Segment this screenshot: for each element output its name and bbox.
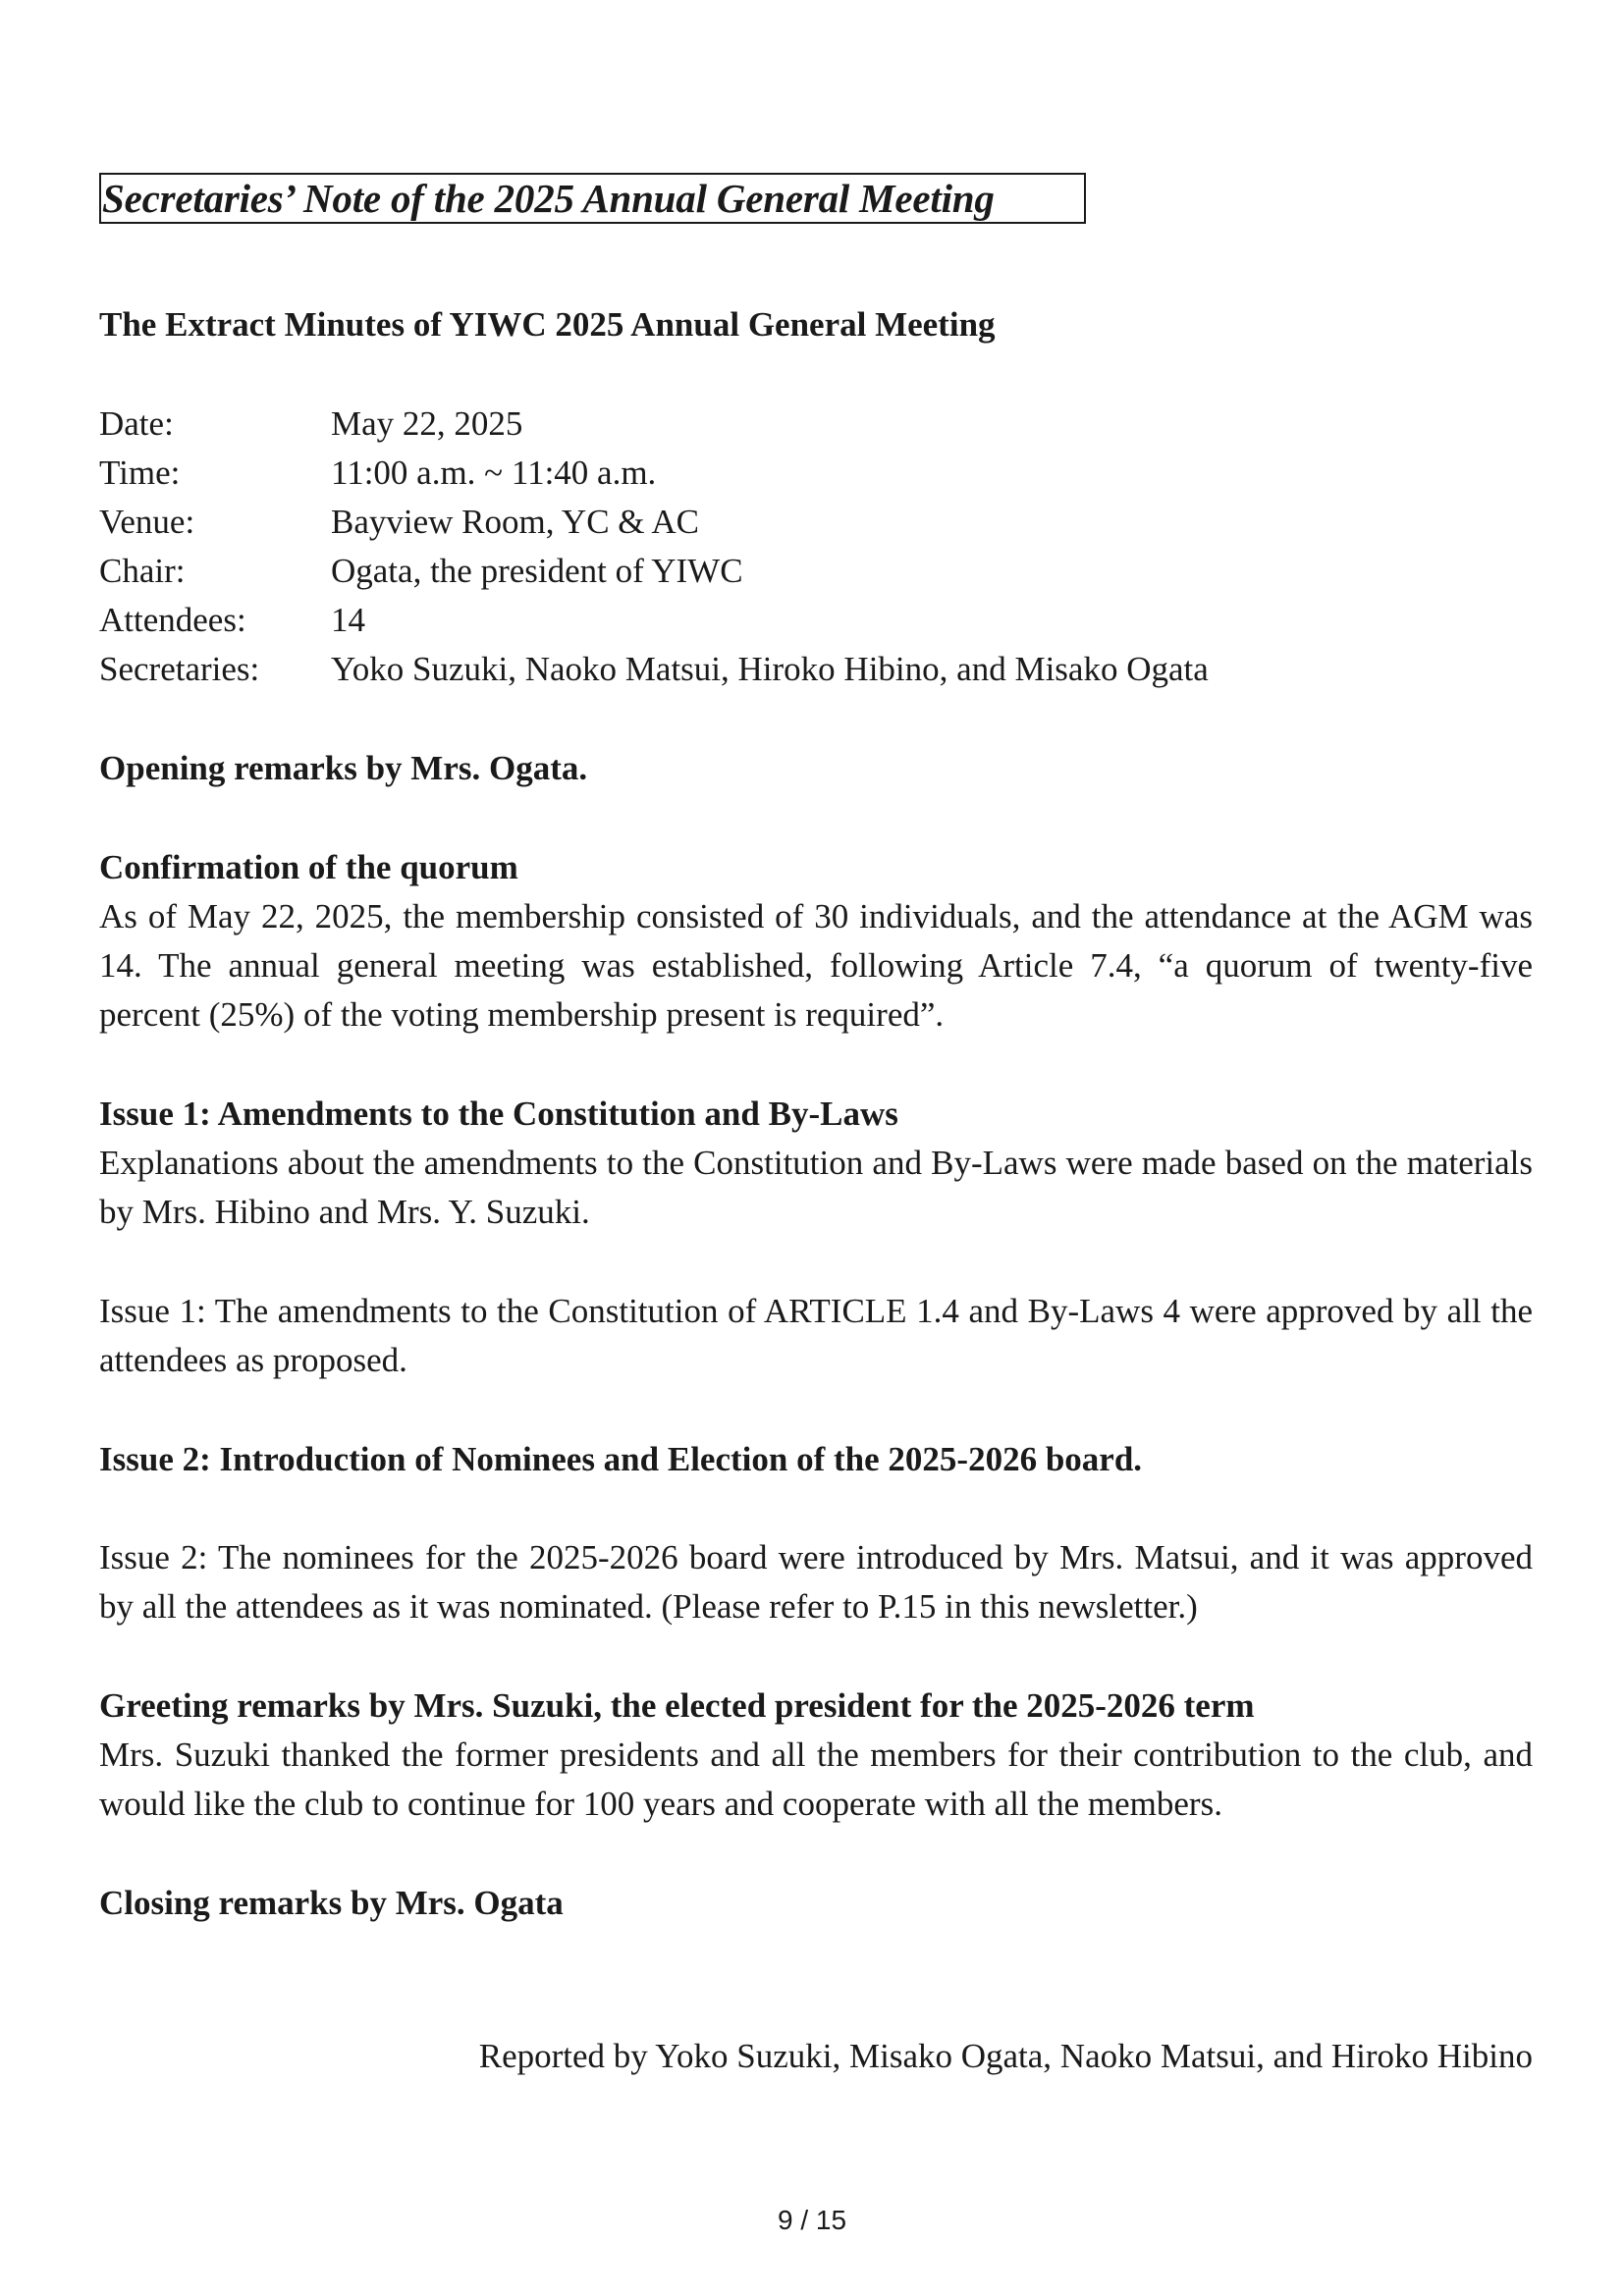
closing-remarks: Closing remarks by Mrs. Ogata xyxy=(99,1884,564,1922)
greeting-heading: Greeting remarks by Mrs. Suzuki, the elected president for the 2025-2026 term xyxy=(99,1686,1255,1725)
detail-label: Date: xyxy=(99,404,174,443)
detail-label: Time: xyxy=(99,454,181,492)
detail-value: May 22, 2025 xyxy=(331,404,523,443)
greeting-text: Mrs. Suzuki thanked the former presidents and all the members for their contribution to the club, and would like the club to continue for 100 years and cooperate with all the members. xyxy=(99,1735,1533,1823)
detail-label: Attendees: xyxy=(99,601,246,639)
detail-value: 14 xyxy=(331,601,365,639)
issue2-heading: Issue 2: Introduction of Nominees and Election of the 2025-2026 board. xyxy=(99,1440,1143,1478)
page-number: 9 / 15 xyxy=(777,2205,847,2235)
issue1-heading: Issue 1: Amendments to the Constitution and By-Laws xyxy=(99,1095,898,1133)
detail-value: Ogata, the president of YIWC xyxy=(331,552,743,590)
minutes-heading: The Extract Minutes of YIWC 2025 Annual General Meeting xyxy=(99,305,996,344)
issue2-result: Issue 2: The nominees for the 2025-2026 board were introduced by Mrs. Matsui, and it was approved by all the attendees as it was nominated. (Please refer to P.15 in this newsletter.) xyxy=(99,1538,1533,1626)
issue1-result: Issue 1: The amendments to the Constitution of ARTICLE 1.4 and By-Laws 4 were approved by all the attendees as proposed. xyxy=(99,1292,1533,1379)
detail-value: Yoko Suzuki, Naoko Matsui, Hiroko Hibino, and Misako Ogata xyxy=(331,650,1209,688)
detail-label: Secretaries: xyxy=(99,650,260,688)
detail-value: Bayview Room, YC & AC xyxy=(331,503,699,541)
reported-by: Reported by Yoko Suzuki, Misako Ogata, Naoko Matsui, and Hiroko Hibino xyxy=(478,2037,1533,2075)
detail-value: 11:00 a.m. ~ 11:40 a.m. xyxy=(331,454,657,492)
opening-remarks: Opening remarks by Mrs. Ogata. xyxy=(99,749,588,787)
detail-label: Venue: xyxy=(99,503,195,541)
issue1-text: Explanations about the amendments to the Constitution and By-Laws were made based on the materials by Mrs. Hibino and Mrs. Y. Suzuki. xyxy=(99,1144,1533,1231)
quorum-heading: Confirmation of the quorum xyxy=(99,848,518,886)
detail-label: Chair: xyxy=(99,552,186,590)
quorum-text: As of May 22, 2025, the membership consisted of 30 individuals, and the attendance at the AGM was 14. The annual general meeting was established, following Article 7.4, “a quorum of twenty-five percent (25%) of the voting membership present is required”. xyxy=(99,897,1533,1034)
page-title: Secretaries’ Note of the 2025 Annual General Meeting xyxy=(102,176,995,221)
